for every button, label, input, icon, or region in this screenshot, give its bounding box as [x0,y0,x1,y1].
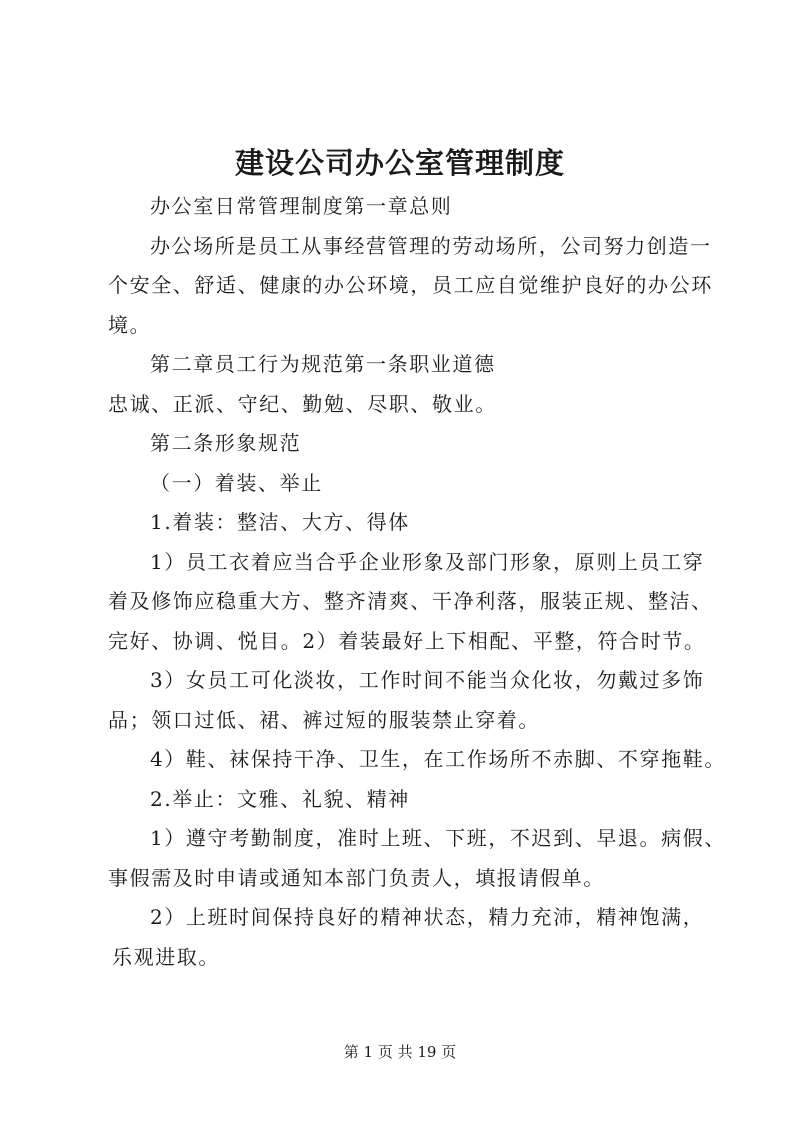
text-line: 乐观进取。 [112,944,220,969]
text-line: 第二条形象规范 [150,431,302,455]
text-line: 2.举止：文雅、礼貌、精神 [150,786,410,811]
text-line: 忠诚、正派、守纪、勤勉、尽职、敬业。 [108,391,497,416]
text-line: 3）女员工可化淡妆，工作时间不能当众化妆，勿戴过多饰 [150,668,705,692]
paragraph-chapter-one-heading [108,187,714,227]
paragraph-section-one-heading [108,464,714,504]
paragraph-attire-rule-3 [108,661,714,740]
text-line: （一）着装、举止 [150,470,323,495]
text-line: 办公室日常管理制度第一章总则 [150,194,453,218]
paragraph-general-principles [108,227,714,346]
text-line: 着及修饰应稳重大方、整齐清爽、干净利落，服装正规、整洁、 [108,589,713,613]
paragraph-attire-rule-1 [108,543,714,662]
text-line: 境。 [108,312,152,337]
text-line: 2）上班时间保持良好的精神状态，精力充沛，精神饱满， [150,905,705,929]
paragraph-attire-heading [108,503,714,543]
text-line: 办公场所是员工从事经营管理的劳动场所，公司努力创造一 [150,233,712,258]
text-line: 4）鞋、袜保持干净、卫生，在工作场所不赤脚、不穿拖鞋。 [150,747,726,771]
paragraph-chapter-two-heading [108,345,714,385]
paragraph-professional-ethics [108,385,714,425]
text-line: 1）员工衣着应当合乎企业形象及部门形象，原则上员工穿 [150,549,705,574]
document-title: 建设公司办公室管理制度 [234,146,565,180]
page-number: 第 1 页 共 19 页 [343,1043,457,1061]
paragraph-article-two-heading [108,424,714,464]
text-line: 第二章员工行为规范第一条职业道德 [150,352,496,376]
document-body [108,187,726,977]
text-line: 品；领口过低、裙、裤过短的服装禁止穿着。 [108,707,540,732]
page-footer [0,1040,800,1064]
paragraph-manners-heading [108,780,714,820]
text-line: 完好、协调、悦目。2）着装最好上下相配、平整，符合时节。 [108,628,706,653]
paragraph-manners-rule-1 [108,819,726,898]
text-line: 个安全、舒适、健康的办公环境，员工应自觉维护良好的办公环 [108,273,713,297]
text-line: 事假需及时申请或通知本部门负责人，填报请假单。 [108,865,605,890]
text-line: 1）遵守考勤制度，准时上班、下班，不迟到、早退。病假、 [150,826,726,850]
paragraph-attire-rule-4 [108,740,726,780]
paragraph-manners-rule-2 [108,898,714,977]
text-line: 1.着装：整洁、大方、得体 [150,510,410,534]
